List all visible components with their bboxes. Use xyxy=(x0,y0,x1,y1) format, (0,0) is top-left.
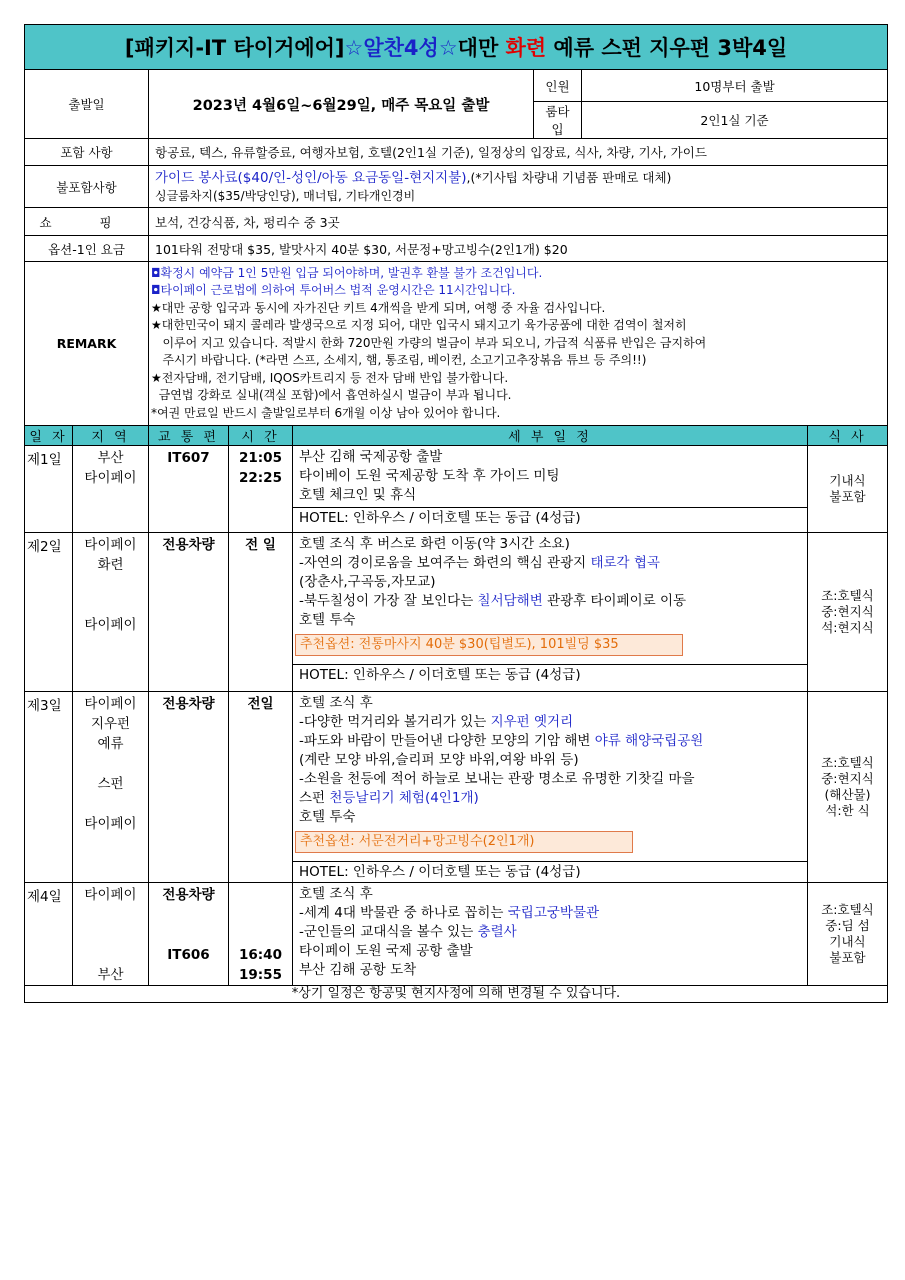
detail-text: -자연의 경이로움을 보여주는 화련의 핵심 관광지 xyxy=(299,555,591,571)
detail-line xyxy=(299,611,801,630)
detail-highlight: 지우펀 옛거리 xyxy=(490,714,574,730)
detail-line xyxy=(299,808,801,827)
time xyxy=(229,692,293,883)
meal-item: 조:호텔식 xyxy=(821,902,874,917)
schedule-header xyxy=(25,426,888,446)
day-number: 제2일 xyxy=(27,539,62,555)
included-value: 항공료, 텍스, 유류할증료, 여행자보험, 호텔(2인1실 기준), 일정상의 입장료, 식사, 차량, 기사, 가이드 xyxy=(149,139,888,166)
time-item xyxy=(229,905,292,925)
detail-highlight: 야류 해양국립공원 xyxy=(594,733,704,749)
meal-item: 기내식 xyxy=(829,473,866,488)
transport xyxy=(149,883,229,986)
meal-item: 중:현지식 xyxy=(821,771,874,786)
transport-item: 전용차량 xyxy=(162,537,215,553)
day-number: 제3일 xyxy=(27,698,62,714)
transport xyxy=(149,446,229,533)
footnote: *상기 일정은 항공및 현지사정에 의해 변경될 수 있습니다. xyxy=(25,986,888,1003)
day-row xyxy=(25,883,888,986)
meals xyxy=(808,446,888,533)
detail-text: 관광후 타이페이로 이동 xyxy=(542,593,687,609)
title-route: 예류 스펀 지우펀 3박4일 xyxy=(546,36,788,60)
detail-text: (장춘사,구곡동,자모교) xyxy=(299,574,436,590)
time-item xyxy=(229,885,292,905)
transport-item: 전용차량 xyxy=(162,887,215,903)
header-details: 세 부 일 정 xyxy=(293,426,808,446)
header-day: 일 자 xyxy=(25,426,73,446)
meal-item: 석:한 식 xyxy=(825,803,870,818)
detail-line xyxy=(299,732,801,751)
transport-item xyxy=(149,905,228,925)
option-value: 101타워 전망대 $35, 발맛사지 40분 $30, 서문정+망고빙수(2인1개) $20 xyxy=(149,236,888,262)
excluded-value xyxy=(149,166,888,208)
day-row xyxy=(25,692,888,883)
meal-item: (해산물) xyxy=(824,787,871,802)
region-item: 타이페이 xyxy=(84,470,137,486)
room-label: 룸타입 xyxy=(534,102,582,139)
detail-line: 부산 김해 국제공항 출발 xyxy=(299,449,443,465)
detail-text: -다양한 먹거리와 볼거리가 있는 xyxy=(299,714,491,730)
detail-line xyxy=(299,942,801,961)
region-item xyxy=(73,925,148,945)
remark-line: ◘타이페이 근로법에 의하여 투어버스 법적 운영시간은 11시간입니다. xyxy=(151,283,516,298)
transport-item xyxy=(149,925,228,945)
meal-item: 불포함 xyxy=(829,950,866,965)
details xyxy=(293,446,808,533)
people-value: 10명부터 출발 xyxy=(582,70,888,102)
day-number: 제1일 xyxy=(27,452,62,468)
detail-text: -북두칠성이 가장 잘 보인다는 xyxy=(299,593,478,609)
detail-text: 호텔 투숙 xyxy=(299,809,356,825)
itinerary-document xyxy=(24,24,887,1003)
remark-line: ◘확정시 예약금 1인 5만원 입금 되어야하며, 발권후 환불 불가 조건입니다. xyxy=(151,265,543,280)
detail-highlight: 천등날리기 체험(4인1개) xyxy=(329,790,479,806)
region-item: 예류 xyxy=(97,736,124,752)
detail-highlight: 태로각 협곡 xyxy=(590,555,660,571)
region-item: 타이페이 xyxy=(84,537,137,553)
details xyxy=(293,692,808,883)
departure-value: 2023년 4월6일~6월29일, 매주 목요일 출발 xyxy=(149,70,534,139)
remark-label: REMARK xyxy=(25,262,149,426)
option-label: 옵션-1인 요금 xyxy=(25,236,149,262)
region-item: 스펀 xyxy=(97,776,124,792)
transport xyxy=(149,692,229,883)
detail-line xyxy=(299,573,801,592)
region xyxy=(73,533,149,692)
day-number: 제4일 xyxy=(27,889,62,905)
info-table xyxy=(24,24,888,426)
shopping-value: 보석, 건강식품, 차, 펑리수 중 3곳 xyxy=(149,208,888,236)
header-time: 시 간 xyxy=(229,426,293,446)
day-row xyxy=(25,446,888,533)
detail-text: 호텔 조식 후 xyxy=(299,695,373,711)
meal-item: 기내식 xyxy=(829,934,866,949)
detail-text: -파도와 바람이 만들어낸 다양한 모양의 기암 해변 xyxy=(299,733,595,749)
detail-line xyxy=(299,751,801,770)
room-value: 2인1실 기준 xyxy=(582,102,888,139)
included-label: 포함 사항 xyxy=(25,139,149,166)
departure-label: 출발일 xyxy=(25,70,149,139)
header-meals: 식 사 xyxy=(808,426,888,446)
detail-text: -세계 4대 박물관 중 하나로 꼽히는 xyxy=(299,905,508,921)
region-item: 타이페이 xyxy=(84,696,137,712)
detail-highlight: 국립고궁박물관 xyxy=(507,905,600,921)
hotel-info: HOTEL: 인하우스 / 이더호텔 또는 동급 (4성급) xyxy=(293,861,807,882)
details xyxy=(293,533,808,692)
time-item: 21:05 xyxy=(239,450,282,466)
transport-item: IT607 xyxy=(167,450,210,466)
day-label xyxy=(25,533,73,692)
detail-line xyxy=(299,961,801,980)
title-stars: ☆알찬4성☆ xyxy=(344,36,458,60)
detail-line xyxy=(299,885,801,904)
remark-line: 이루어 지고 있습니다. 적발시 한화 720만원 가량의 벌금이 부과 되오니, 가급적 식품류 반입은 금지하여 xyxy=(151,335,707,350)
time-item xyxy=(229,925,292,945)
meal-item: 석:현지식 xyxy=(821,620,874,635)
region-item: 부산 xyxy=(97,967,124,983)
remark-line: ★전자담배, 전기담배, IQOS카트리지 등 전자 담배 반입 불가합니다. xyxy=(151,370,509,385)
title-package: [패키지-IT 타이거에어] xyxy=(124,36,345,60)
region-item: 타이페이 xyxy=(84,617,137,633)
detail-line xyxy=(299,904,801,923)
meal-item: 조:호텔식 xyxy=(821,755,874,770)
detail-line xyxy=(299,554,801,573)
meal-item: 조:호텔식 xyxy=(821,588,874,603)
region-item: 타이페이 xyxy=(84,887,137,903)
time xyxy=(229,883,293,986)
detail-highlight: 충렬사 xyxy=(477,924,517,940)
detail-line xyxy=(299,535,801,554)
title-country: 대만 xyxy=(457,36,506,60)
detail-highlight: 칠서담해변 xyxy=(477,593,543,609)
detail-text: 타이페이 도원 국제 공항 출발 xyxy=(299,943,473,959)
detail-line xyxy=(299,713,801,732)
region-item: 부산 xyxy=(97,450,124,466)
details xyxy=(293,883,808,986)
transport-item: IT606 xyxy=(167,947,210,963)
recommended-option: 추천옵션: 서문전거리+망고빙수(2인1개) xyxy=(295,831,633,853)
detail-line xyxy=(299,592,801,611)
meal-item: 중:딤 섬 xyxy=(825,918,870,933)
excluded-other: 싱글룸차지($35/박당인당), 매너팁, 기타개인경비 xyxy=(155,188,416,203)
title-hualien: 화련 xyxy=(505,36,547,60)
transport xyxy=(149,533,229,692)
detail-text: 호텔 투숙 xyxy=(299,612,356,628)
time-item: 16:40 xyxy=(239,947,282,963)
detail-line xyxy=(299,770,801,789)
transport-item xyxy=(149,965,228,985)
region-item xyxy=(73,905,148,925)
region-item: 지우펀 xyxy=(90,716,131,732)
recommended-option: 추천옵션: 전통마사지 40분 $30(팁별도), 101빌딩 $35 xyxy=(295,634,683,656)
time xyxy=(229,533,293,692)
time-item: 전일 xyxy=(247,696,274,712)
meals xyxy=(808,883,888,986)
page-title xyxy=(25,25,888,70)
day-row xyxy=(25,533,888,692)
region xyxy=(73,692,149,883)
detail-line: 타이베이 도원 국제공항 도착 후 가이드 미팅 xyxy=(299,468,560,484)
time-item: 19:55 xyxy=(239,967,282,983)
header-region: 지 역 xyxy=(73,426,149,446)
detail-line xyxy=(299,694,801,713)
region-item xyxy=(73,575,148,595)
detail-text: -군인들의 교대식을 볼수 있는 xyxy=(299,924,478,940)
transport-item: 전용차량 xyxy=(162,696,215,712)
hotel-info: HOTEL: 인하우스 / 이더호텔 또는 동급 (4성급) xyxy=(293,507,807,528)
detail-line xyxy=(299,789,801,808)
remark-line: 금연법 강화로 실내(객실 포함)에서 흡연하실시 벌금이 부과 됩니다. xyxy=(151,388,512,403)
shopping-label: 쇼 핑 xyxy=(25,208,149,236)
excluded-driver-tip: ,(*기사팁 차량내 기념품 판매로 대체) xyxy=(466,169,672,185)
remark-line: *여권 만료일 반드시 출발일로부터 6개월 이상 남아 있어야 합니다. xyxy=(151,405,501,420)
header-transport: 교 통 편 xyxy=(149,426,229,446)
people-label: 인원 xyxy=(534,70,582,102)
remark-line: 주시기 바랍니다. (*라면 스프, 소세지, 햄, 통조림, 베이컨, 소고기고추장볶음 튜브 등 주의!!) xyxy=(151,353,647,368)
day-label xyxy=(25,446,73,533)
detail-text: 스펀 xyxy=(299,790,330,806)
meals xyxy=(808,533,888,692)
region-item xyxy=(73,945,148,965)
detail-text: 부산 김해 공항 도착 xyxy=(299,962,417,978)
day-label xyxy=(25,692,73,883)
meal-item: 불포함 xyxy=(829,489,866,504)
region xyxy=(73,883,149,986)
remark-line: ★대만 공항 입국과 동시에 자가진단 키트 4개씩을 받게 되며, 여행 중 자율 검사입니다. xyxy=(151,300,606,315)
remark-content xyxy=(149,262,888,426)
time xyxy=(229,446,293,533)
region xyxy=(73,446,149,533)
excluded-label: 불포함사항 xyxy=(25,166,149,208)
time-item: 22:25 xyxy=(239,470,282,486)
region-item xyxy=(73,794,148,814)
day-label xyxy=(25,883,73,986)
detail-text: -소원을 천등에 적어 하늘로 보내는 관광 명소로 유명한 기찻길 마을 xyxy=(299,771,695,787)
time-item: 전 일 xyxy=(245,537,276,553)
detail-line xyxy=(299,923,801,942)
region-item xyxy=(73,595,148,615)
excluded-guide-fee: 가이드 봉사료($40/인-성인/아동 요금동일-현지지불) xyxy=(155,169,467,186)
region-item: 화련 xyxy=(97,557,124,573)
remark-line: ★대한민국이 돼지 콜레라 발생국으로 지정 되어, 대만 입국시 돼지고기 육가공품에 대한 검역이 철저히 xyxy=(151,318,687,333)
meals xyxy=(808,692,888,883)
detail-text: (계란 모양 바위,슬리퍼 모양 바위,여왕 바위 등) xyxy=(299,752,579,768)
hotel-info: HOTEL: 인하우스 / 이더호텔 또는 동급 (4성급) xyxy=(293,664,807,685)
schedule-table xyxy=(24,425,888,1003)
detail-line: 호텔 체크인 및 휴식 xyxy=(299,487,417,503)
detail-text: 호텔 조식 후 xyxy=(299,886,373,902)
meal-item: 중:현지식 xyxy=(821,604,874,619)
region-item: 타이페이 xyxy=(84,816,137,832)
detail-text: 호텔 조식 후 버스로 화련 이동(약 3시간 소요) xyxy=(299,536,570,552)
region-item xyxy=(73,754,148,774)
